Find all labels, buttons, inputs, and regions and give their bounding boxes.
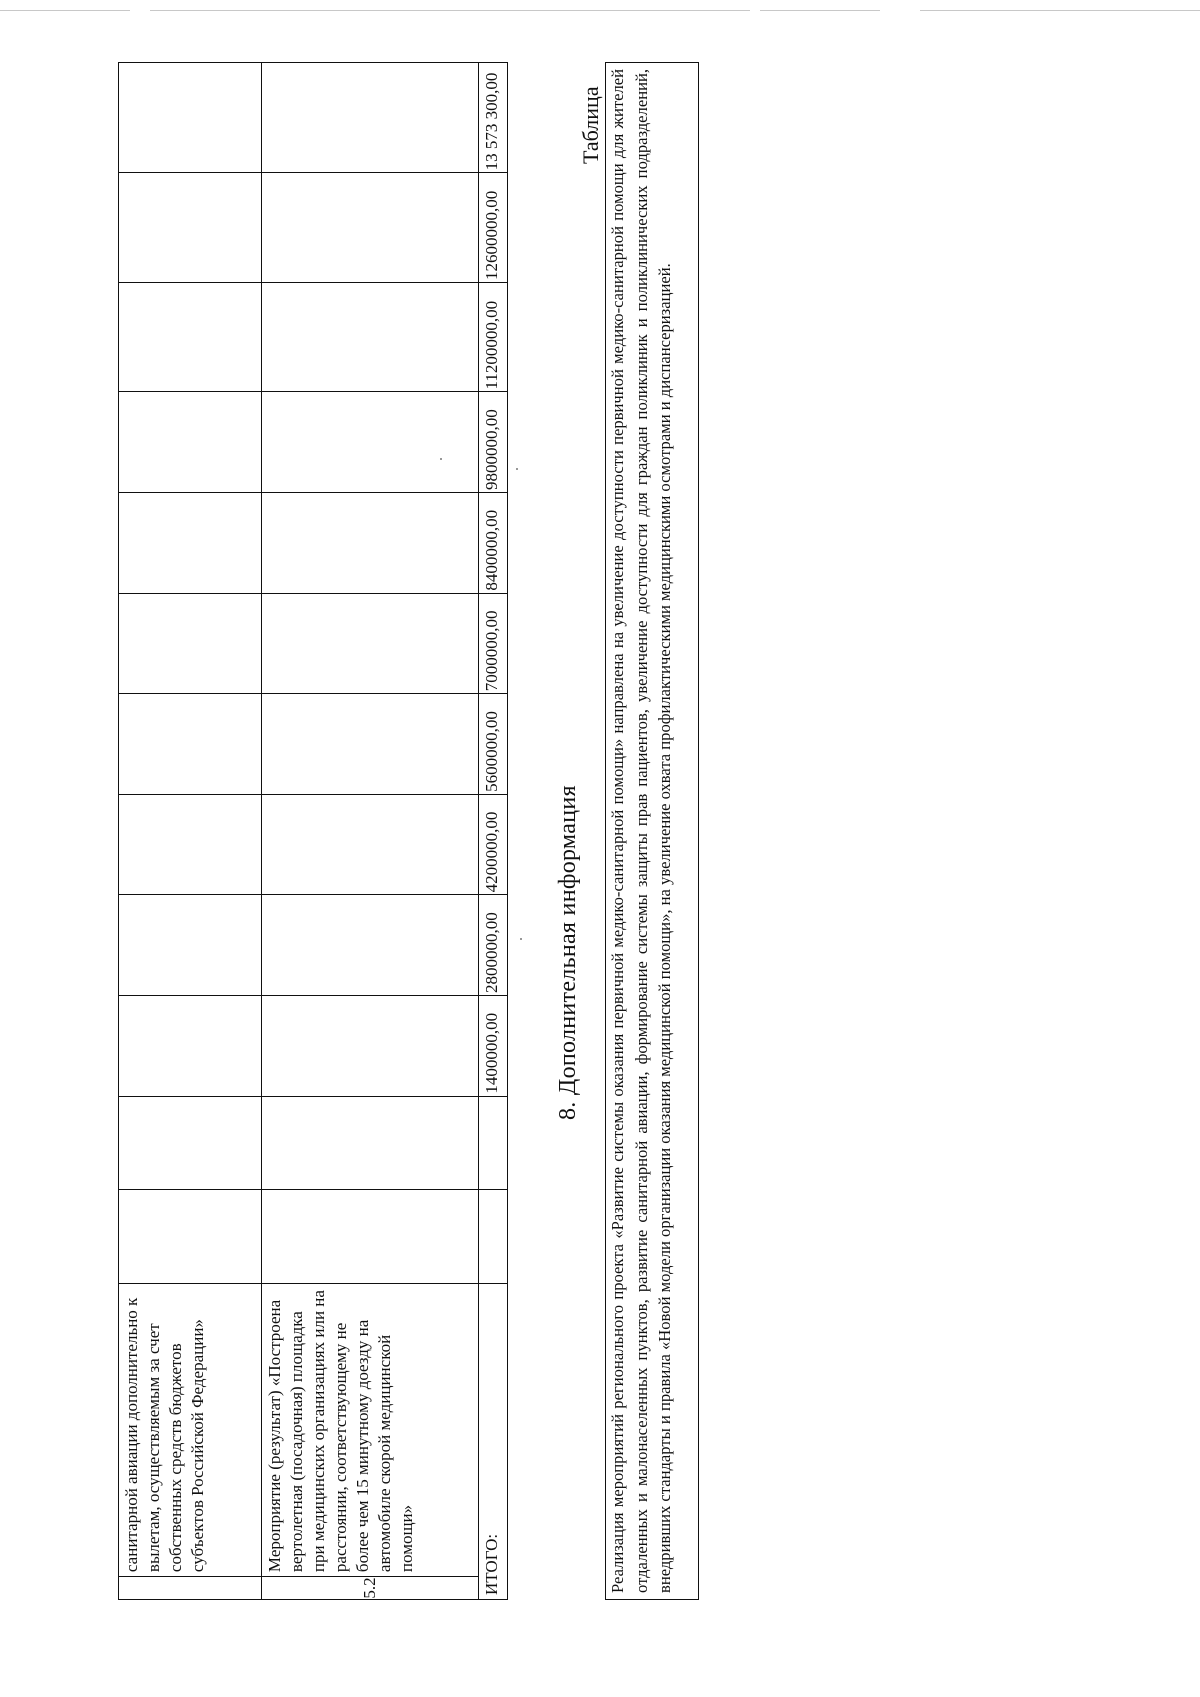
total-cell: 13 573 300,00 (479, 63, 508, 173)
table-cell (119, 392, 262, 493)
total-cell: 12600000,00 (479, 173, 508, 283)
table-cell (119, 895, 262, 996)
total-label: ИТОГО: (479, 1283, 508, 1599)
table-cell (262, 593, 479, 694)
scan-speck (440, 458, 442, 460)
table-cell (262, 694, 479, 795)
table-cell (119, 493, 262, 594)
section-title: 8. Дополнительная информация (555, 785, 581, 1120)
total-cell (479, 1190, 508, 1284)
row-name: Мероприятие (результат) «Построена вертолетная (посадочная) площадка при медицинских организациях или на расстоянии, соответствующему не более чем 15 минутному доезду на автомобиле скорой медицинской помощи» (262, 1283, 479, 1576)
table-cell (119, 1096, 262, 1190)
total-cell: 11200000,00 (479, 282, 508, 392)
table-cell (119, 1190, 262, 1284)
table-cell (119, 593, 262, 694)
table-cell (119, 63, 262, 173)
total-cell: 1400000,00 (479, 996, 508, 1097)
rotated-page (0, 40, 1200, 1660)
table-cell (119, 694, 262, 795)
table-cell (262, 282, 479, 392)
total-row (479, 63, 508, 1600)
funding-table (118, 62, 508, 1600)
total-cell: 4200000,00 (479, 794, 508, 895)
total-cell: 9800000,00 (479, 392, 508, 493)
table-cell (119, 996, 262, 1097)
table-cell (262, 1096, 479, 1190)
scan-speck (516, 468, 518, 470)
total-cell: 8400000,00 (479, 493, 508, 594)
row-name: санитарной авиации дополнительно к вылетам, осуществляемым за счет собственных средств бюджетов субъектов Российской Федерации» (119, 1283, 262, 1576)
row-number: 5.2 (262, 1577, 479, 1600)
total-cell: 2800000,00 (479, 895, 508, 996)
table-caption: Таблица (578, 86, 603, 164)
info-text-box: Реализация мероприятий регионального проекта «Развитие системы оказания первичной медико-санитарной помощи» направлена на увеличение доступности первичной медико-санитарной помощи для жителей отдаленных и малонаселенных пунктов, развитие санитарной авиации, формирование системы защиты прав пациентов, увеличение доступности для граждан поликлиник и поликлинических подразделений, внедривших стандарты и правила «Новой модели организации оказания медицинской помощи», на увеличение охвата профилактическими медицинскими осмотрами и диспансеризацией. (605, 62, 699, 1600)
scan-noise (0, 10, 1200, 14)
table-cell (262, 392, 479, 493)
table-cell (262, 493, 479, 594)
table-cell (262, 895, 479, 996)
table-cell (262, 794, 479, 895)
table-cell (262, 1190, 479, 1284)
scan-speck (520, 938, 522, 940)
row-number (119, 1577, 262, 1600)
table-cell (262, 996, 479, 1097)
table-cell (119, 794, 262, 895)
total-cell (479, 1096, 508, 1190)
table-cell (119, 282, 262, 392)
total-cell: 5600000,00 (479, 694, 508, 795)
table-cell (262, 173, 479, 283)
table-cell (119, 173, 262, 283)
total-cell: 7000000,00 (479, 593, 508, 694)
table-row (119, 63, 262, 1600)
table-cell (262, 63, 479, 173)
table-row (262, 63, 479, 1600)
